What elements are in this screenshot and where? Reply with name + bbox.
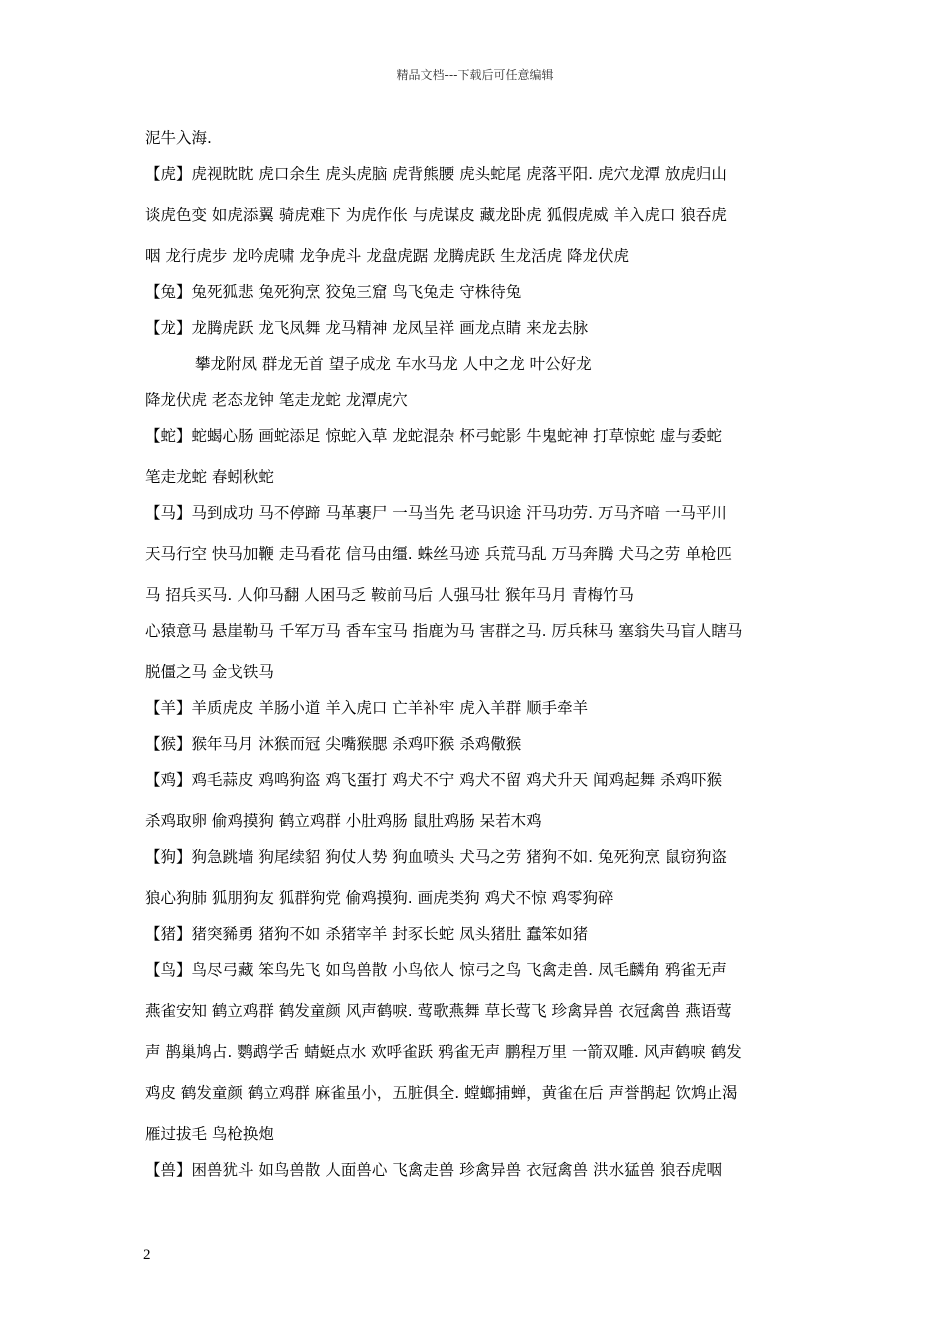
text-line: 降龙伏虎 老态龙钟 笔走龙蛇 龙潭虎穴	[145, 391, 408, 409]
text-line: 【虎】虎视眈眈 虎口余生 虎头虎脑 虎背熊腰 虎头蛇尾 虎落平阳. 虎穴龙潭 放虎归山	[145, 165, 727, 183]
text-line: 【狗】狗急跳墙 狗尾续貂 狗仗人势 狗血喷头 犬马之劳 猪狗不如. 兔死狗烹 鼠窃狗盗	[145, 848, 727, 866]
text-line: 脱僵之马 金戈铁马	[145, 663, 274, 681]
text-line: 【龙】龙腾虎跃 龙飞凤舞 龙马精神 龙凤呈祥 画龙点睛 来龙去脉	[145, 319, 589, 337]
text-line: 【鸟】鸟尽弓藏 笨鸟先飞 如鸟兽散 小鸟依人 惊弓之鸟 飞禽走兽. 凤毛麟角 鸦雀无声	[145, 961, 727, 979]
text-line: 【马】马到成功 马不停蹄 马革裹尸 一马当先 老马识途 汗马功劳. 万马齐喑 一马平川	[145, 504, 727, 522]
page-number: 2	[143, 1247, 151, 1263]
text-line: 笔走龙蛇 春蚓秋蛇	[145, 468, 274, 486]
text-line: 狼心狗肺 狐朋狗友 狐群狗党 偷鸡摸狗. 画虎类狗 鸡犬不惊 鸡零狗碎	[145, 889, 614, 907]
text-line: 杀鸡取卵 偷鸡摸狗 鹤立鸡群 小肚鸡肠 鼠肚鸡肠 呆若木鸡	[145, 812, 542, 830]
text-line: 谈虎色变 如虎添翼 骑虎难下 为虎作伥 与虎谋皮 藏龙卧虎 狐假虎威 羊入虎口 狼吞虎	[145, 206, 727, 224]
text-line: 咽 龙行虎步 龙吟虎啸 龙争虎斗 龙盘虎踞 龙腾虎跃 生龙活虎 降龙伏虎	[145, 247, 629, 265]
text-line: 【鸡】鸡毛蒜皮 鸡鸣狗盗 鸡飞蛋打 鸡犬不宁 鸡犬不留 鸡犬升天 闻鸡起舞 杀鸡吓猴	[145, 771, 722, 789]
text-line: 【蛇】蛇蝎心肠 画蛇添足 惊蛇入草 龙蛇混杂 杯弓蛇影 牛鬼蛇神 打草惊蛇 虚与委蛇	[145, 427, 722, 445]
text-line: 【羊】羊质虎皮 羊肠小道 羊入虎口 亡羊补牢 虎入羊群 顺手牵羊	[145, 699, 589, 717]
text-line: 【猪】猪突豨勇 猪狗不如 杀猪宰羊 封豕长蛇 凤头猪肚 蠢笨如猪	[145, 925, 589, 943]
text-line: 泥牛入海.	[145, 129, 212, 147]
text-line: 天马行空 快马加鞭 走马看花 信马由缰. 蛛丝马迹 兵荒马乱 万马奔腾 犬马之劳 单枪匹	[145, 545, 732, 563]
page-header: 精品文档---下载后可任意编辑	[396, 68, 554, 82]
text-line: 声 鹊巢鸠占. 鹦鹉学舌 蜻蜓点水 欢呼雀跃 鸦雀无声 鹏程万里 一箭双雕. 风声鹤唳 鹤发	[145, 1043, 742, 1061]
text-line: 【兽】困兽犹斗 如鸟兽散 人面兽心 飞禽走兽 珍禽异兽 衣冠禽兽 洪水猛兽 狼吞虎咽	[145, 1161, 722, 1179]
text-line: 马 招兵买马. 人仰马翻 人困马乏 鞍前马后 人强马壮 猴年马月 青梅竹马	[145, 586, 634, 604]
text-line: 燕雀安知 鹤立鸡群 鹤发童颜 风声鹤唳. 莺歌燕舞 草长莺飞 珍禽异兽 衣冠禽兽 燕语莺	[145, 1002, 732, 1020]
text-line: 心猿意马 悬崖勒马 千军万马 香车宝马 指鹿为马 害群之马. 厉兵秣马 塞翁失马盲人瞎马	[145, 622, 743, 640]
text-line: 鸡皮 鹤发童颜 鹤立鸡群 麻雀虽小，五脏俱全. 螳螂捕蝉，黄雀在后 声誉鹊起 饮鸩止渴	[145, 1084, 738, 1102]
text-line: 攀龙附凤 群龙无首 望子成龙 车水马龙 人中之龙 叶公好龙	[195, 355, 592, 373]
text-line: 【猴】猴年马月 沐猴而冠 尖嘴猴腮 杀鸡吓猴 杀鸡儆猴	[145, 735, 522, 753]
text-line: 【兔】兔死狐悲 兔死狗烹 狡兔三窟 鸟飞兔走 守株待兔	[145, 283, 522, 301]
text-line: 雁过拔毛 鸟枪换炮	[145, 1125, 274, 1143]
